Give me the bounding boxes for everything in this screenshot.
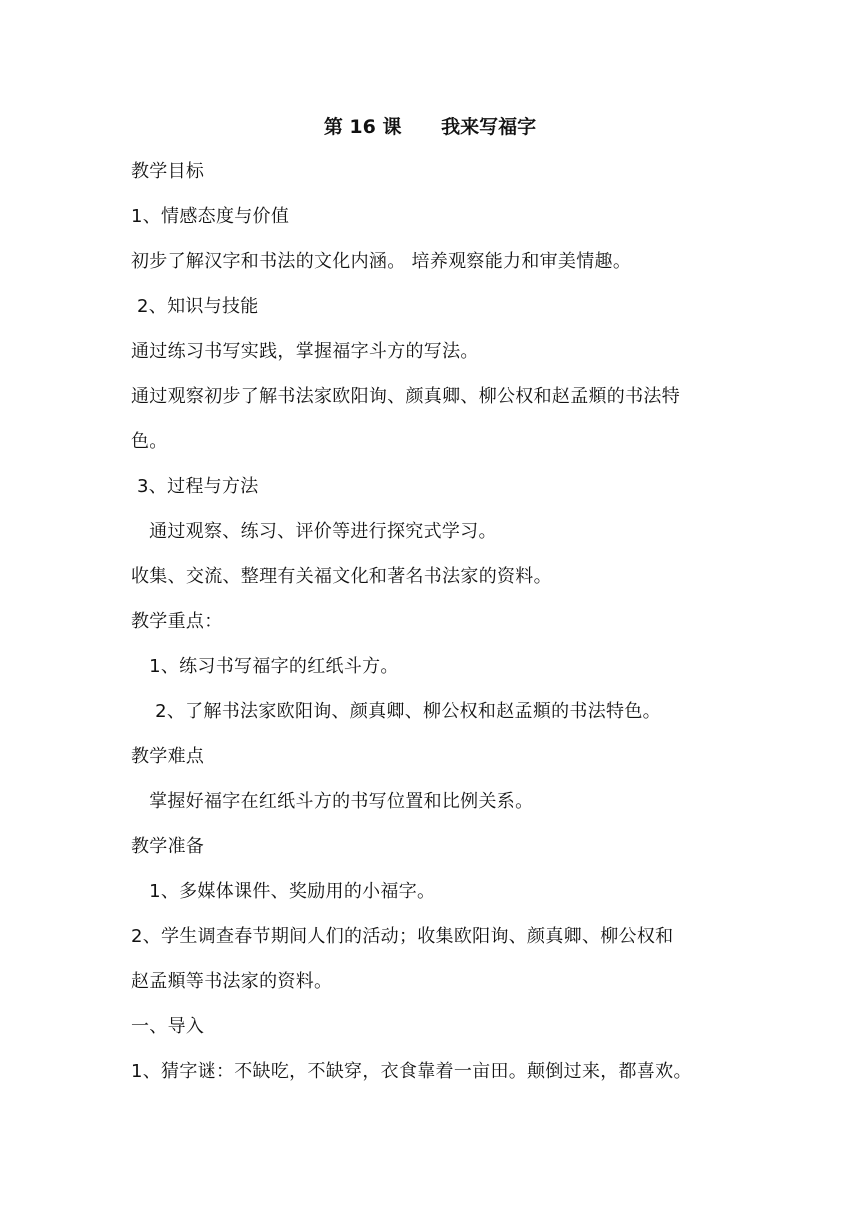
goal-process-text-2: 收集、交流、整理有关福文化和著名书法家的资料。 [131, 566, 552, 587]
goal-knowledge-heading: 2、知识与技能 [131, 296, 259, 317]
key-point-2: 2、了解书法家欧阳询、颜真卿、柳公权和赵孟頫的书法特色。 [131, 701, 661, 722]
heading-introduction: 一、导入 [131, 1016, 205, 1037]
introduction-riddle: 1、猜字谜：不缺吃，不缺穿，衣食靠着一亩田。颠倒过来，都喜欢。 [131, 1061, 692, 1082]
heading-teaching-goals: 教学目标 [131, 161, 205, 182]
goal-knowledge-text-1: 通过练习书写实践，掌握福字斗方的写法。 [131, 341, 479, 362]
difficulty-text: 掌握好福字在红纸斗方的书写位置和比例关系。 [131, 791, 534, 812]
goal-process-heading: 3、过程与方法 [131, 476, 259, 497]
key-point-1: 1、练习书写福字的红纸斗方。 [131, 656, 399, 677]
goal-knowledge-text-2-cont: 色。 [131, 431, 168, 452]
preparation-2-cont: 赵孟頫等书法家的资料。 [131, 971, 333, 992]
lesson-title: 第 16 课 我来写福字 [323, 116, 537, 138]
goal-emotion-heading: 1、情感态度与价值 [131, 206, 290, 227]
preparation-1: 1、多媒体课件、奖励用的小福字。 [131, 881, 436, 902]
heading-key-points: 教学重点： [131, 611, 223, 632]
goal-knowledge-text-2: 通过观察初步了解书法家欧阳询、颜真卿、柳公权和赵孟頫的书法特 [131, 386, 680, 407]
goal-emotion-text: 初步了解汉字和书法的文化内涵。 培养观察能力和审美情趣。 [131, 251, 632, 272]
goal-process-text-1: 通过观察、练习、评价等进行探究式学习。 [131, 521, 497, 542]
heading-difficulties: 教学难点 [131, 746, 205, 767]
heading-preparation: 教学准备 [131, 836, 205, 857]
preparation-2: 2、学生调查春节期间人们的活动；收集欧阳询、颜真卿、柳公权和 [131, 926, 674, 947]
